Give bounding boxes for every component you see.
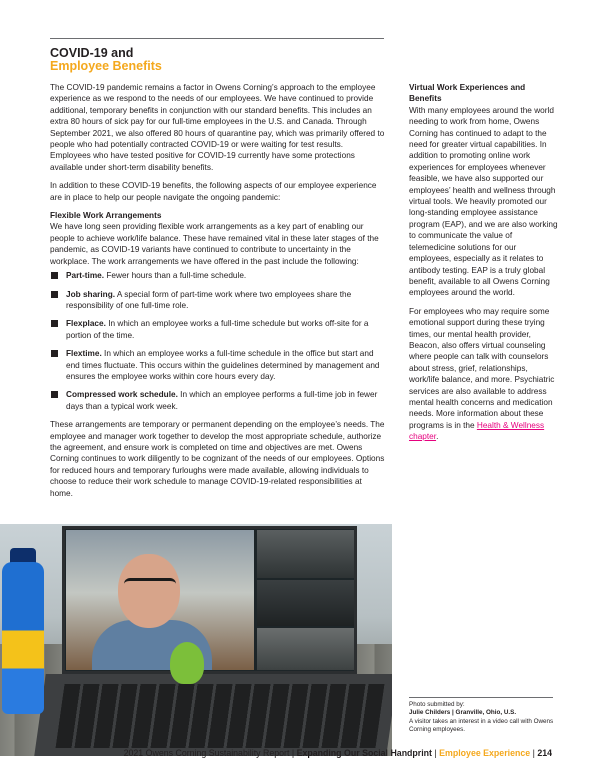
title-line-1: COVID-19 and: [50, 46, 134, 60]
footer-separator: |: [530, 748, 538, 758]
participant-face: [118, 554, 180, 628]
health-wellness-link[interactable]: Health & Wellness chapter: [409, 420, 545, 442]
page-title: [50, 47, 390, 73]
list-item-term: Flexplace.: [66, 319, 106, 329]
intro-paragraph: The COVID-19 pandemic remains a factor in Owens Corning’s approach to the employee experience as we respond to the needs of our employees. We have continued to provide additional, temporary benefits in conjunction with our standard benefits. This includes an extra 80 hours of sick pay for our full-time employees in the U.S. and Canada. Through September 2021, we also offered 80 hours of quarantine pay, which was primarily offered to people who had potentially contracted COVID-19 or were waiting for test results. Employees who have tested positive for COVID-19 currently have some protections available under short-term disability benefits.: [50, 83, 385, 172]
mental-health-paragraph: [409, 306, 559, 443]
footer-separator: |: [431, 748, 440, 758]
water-bottle: [2, 562, 44, 714]
list-item: [50, 348, 386, 382]
list-item-term: Flextime.: [66, 349, 102, 359]
work-arrangement-list: [50, 270, 386, 412]
caption-rule: [409, 697, 553, 698]
list-item-text: A special form of part-time work where two employees share the responsibility of one full-time role.: [66, 289, 352, 310]
footer-separator: |: [289, 748, 297, 758]
caption-label: Photo submitted by:: [409, 701, 465, 708]
top-rule: [50, 38, 384, 39]
footer-chapter: Employee Experience: [439, 748, 531, 758]
flexible-work-paragraph: We have long seen providing flexible work arrangements as a key part of enabling our people to achieve work/life balance. These have remained vital in these later stages of the pandemic, as COVID-19 variants have continued to contribute to uncertainty in the workplace. The work arrangements we have offered in the past include the following:: [50, 222, 379, 266]
list-item: [50, 289, 386, 312]
participant-glasses: [124, 578, 176, 590]
bullet-square-icon: [51, 350, 58, 357]
caption-name: Julie Childers | Granville, Ohio, U.S.: [409, 709, 517, 717]
video-call-photo: [0, 524, 392, 756]
page-number: 214: [537, 748, 552, 758]
bullet-square-icon: [51, 291, 58, 298]
list-item-text: In which an employee performs a full-time job in fewer days than a typical work week.: [66, 390, 378, 411]
page-footer: [0, 748, 552, 758]
bullet-square-icon: [51, 320, 58, 327]
list-item-term: Compressed work schedule.: [66, 390, 178, 400]
aspects-paragraph: In addition to these COVID-19 benefits, the following aspects of our employee experience are in place to help our people navigate the ongoing pandemic:: [50, 181, 377, 202]
virtual-work-paragraph: With many employees around the world needing to work from home, Owens Corning has continued to adapt to the need for greater virtual capabilities. In addition to promoting online work experiences for employees whenever feasible, we have also supported our employees’ health and wellness through virtual tools. We heavily promoted our long-standing employee assistance program (EAP), and we are also working to communicate the value of telemedicine solutions for our employees, especially as it relates to antibody testing. EAP is a truly global benefit, available to all Owens Corning employees around the world.: [409, 105, 558, 298]
video-tile-small-3: [257, 628, 354, 670]
flexible-work-heading: Flexible Work Arrangements: [50, 211, 162, 221]
video-tile-small-2: [257, 580, 354, 626]
frog-figure: [170, 642, 204, 684]
video-tile-small-1: [257, 530, 354, 578]
keyboard-keys: [56, 684, 385, 748]
photo-caption: [409, 701, 559, 734]
list-item-text: In which an employee works a full-time schedule in the office but start and end times fluctuate. This occurs within the guidelines determined by management and ensures the employee works within core hours every day.: [66, 349, 380, 381]
list-item-term: Job sharing.: [66, 289, 116, 299]
bullet-square-icon: [51, 391, 58, 398]
bullet-square-icon: [51, 272, 58, 279]
main-column: [50, 82, 386, 506]
mental-health-text: For employees who may require some emotional support during these trying times, our mental health provider, Beacon, also offers virtual counseling where people can talk with counselors about stress, grief, relationships, work/life balance, and more. Psychiatric services are also available to address mental health concerns and medication needs. More information about these programs is in the: [409, 306, 555, 430]
arrangements-paragraph: These arrangements are temporary or permanent depending on the employee’s needs. The employee and manager work together to develop the most appropriate schedule, authorize the agreement, and ensure work is completed on time and objectives are met. Owens Corning continues to work diligently to be cognizant of the needs of our employees. Options for reduced hours and temporary furloughs were made available, allowing individuals to choose to reduce their work schedule to manage COVID-19-related responsibilities at home.: [50, 420, 385, 498]
footer-report: 2021 Owens Corning Sustainability Report: [123, 748, 290, 758]
list-item-text: Fewer hours than a full-time schedule.: [104, 271, 247, 281]
list-item-term: Part-time.: [66, 271, 105, 281]
sidebar-column: [409, 82, 559, 450]
sentence-end: .: [436, 432, 439, 442]
list-item: [50, 270, 386, 281]
title-line-2: Employee Benefits: [50, 59, 162, 73]
list-item: [50, 318, 386, 341]
list-item-text: In which an employee works a full-time schedule but works off-site for a portion of the time.: [66, 319, 369, 340]
footer-section: Expanding Our Social Handprint: [296, 748, 432, 758]
caption-text: A visitor takes an interest in a video call with Owens Corning employees.: [409, 717, 554, 733]
list-item: [50, 389, 386, 412]
virtual-work-heading: Virtual Work Experiences and Benefits: [409, 83, 526, 104]
